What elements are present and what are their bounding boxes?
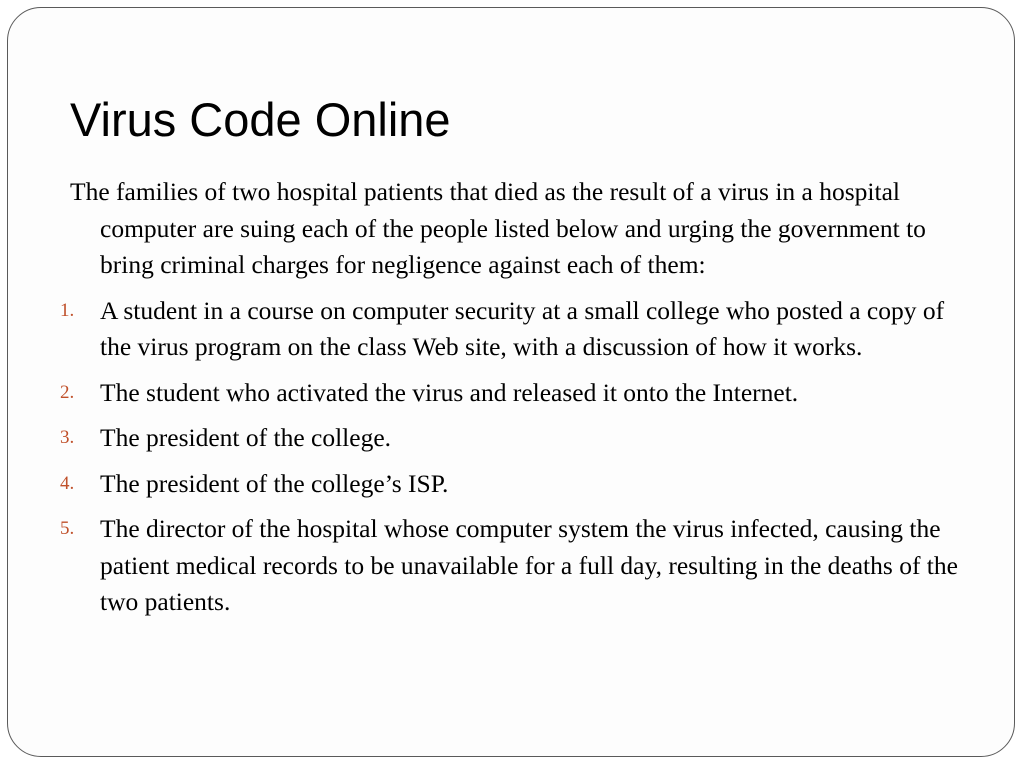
list-item [60,375,980,412]
list-item [60,466,980,503]
slide-frame [7,7,1015,757]
list-item-number: 2. [60,381,75,403]
intro-paragraph: The families of two hospital patients that died as the result of a virus in a hospital computer are suing each of the people listed below and urging the government to bring criminal charges for negligence against each of them: [70,177,926,279]
list-item-text: The student who activated the virus and released it onto the Internet. [100,377,799,407]
list-item-text: The director of the hospital whose computer system the virus infected, causing the patient medical records to be unavailable for a full day, resulting in the deaths of the two patients. [100,514,958,616]
list-item-text: The president of the college’s ISP. [100,468,449,498]
slide-title: Virus Code Online [70,93,451,146]
list-item-text: A student in a course on computer security at a small college who posted a copy of the virus program on the class Web site, with a discussion of how it works. [100,295,945,361]
list-item [60,293,980,366]
numbered-list [60,293,980,621]
list-item [60,511,980,621]
list-item-number: 3. [60,427,75,448]
list-item [60,420,980,457]
list-item-number: 4. [60,472,75,494]
slide-body [60,174,980,630]
list-item-number: 5. [60,518,75,539]
list-item-number: 1. [60,299,75,321]
list-item-text: The president of the college. [100,423,392,452]
